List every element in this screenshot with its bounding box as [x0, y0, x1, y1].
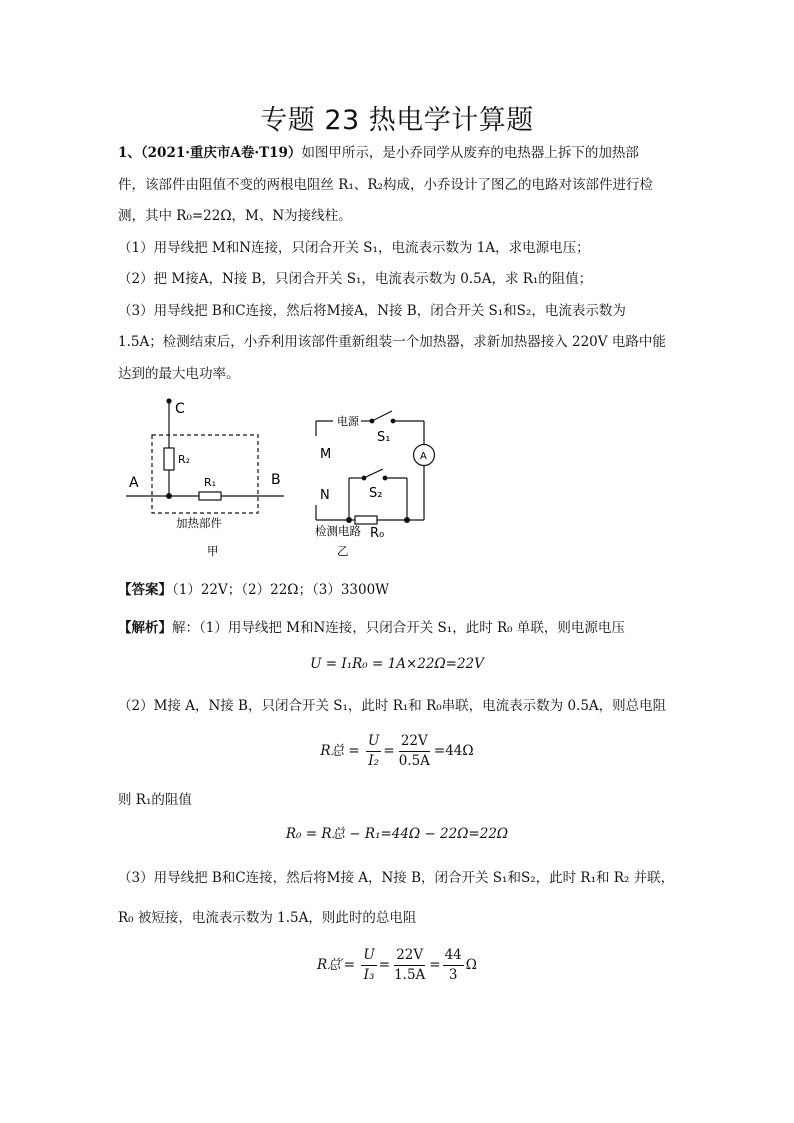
question-part-3: （3）用导线把 B和C连接，然后将M接A，N接 B，闭合开关 S₁和S₂，电流表示数为 [118, 303, 626, 319]
equation-4: R总′= $\frac{U}{\text{I₃}}$ = $\frac{22V}{1.5A}$ = $\frac{44}{3}$ Ω [317, 947, 477, 983]
question-part-3-cont: 1.5A；检测结束后，小乔利用该部件重新组装一个加热器，求新加热器接入 220V 电路中能 [118, 334, 666, 350]
eq2-fraction-2: $\frac{22V}{0.5A}$ [398, 733, 430, 769]
figure-yi [316, 411, 435, 524]
heating-part-label: 加热部件 [176, 516, 222, 530]
answer-tag: 【答案】 [118, 582, 172, 598]
eq4-fraction-3: $\frac{44}{3}$ [444, 947, 462, 983]
label-ammeter: A [420, 451, 427, 462]
page-title: 专题 23 热电学计算题 [260, 105, 534, 136]
label-R0: R₀ [370, 526, 385, 541]
analysis-p2: （2）M接 A，N接 B，只闭合开关 S₁，此时 R₁和 R₀串联，电流表示数为 0.5A，则总电阻 [118, 698, 667, 714]
answer-line [118, 580, 389, 600]
figure-jia [126, 399, 284, 513]
analysis-tag: 【解析】 [118, 620, 172, 636]
circuit-figures [0, 390, 794, 565]
resistor-r1 [199, 492, 221, 500]
eq2-fraction-1: $\frac{U}{\text{I₂}}$ [367, 733, 380, 769]
question-stem-1: 如图甲所示，是小乔同学从废弃的电热器上拆下的加热部 [301, 145, 639, 161]
label-B: B [271, 472, 281, 488]
question-stem-2: 件，该部件由阻值不变的两根电阻丝 R₁、R₂构成，小乔设计了图乙的电路对该部件进行检 [118, 177, 653, 193]
label-A: A [129, 475, 139, 491]
analysis-line-1 [118, 618, 625, 638]
label-check-circuit: 检测电路 [315, 524, 361, 538]
eq2-lhs: R总 = [320, 743, 360, 759]
analysis-p1: 解：（1）用导线把 M和N连接，只闭合开关 S₁，此时 R₀ 单联，则电源电压 [172, 620, 625, 636]
question-source: （2021·重庆市A卷·T19） [140, 145, 302, 161]
label-S2: S₂ [369, 486, 383, 501]
equation-2: R总 = $\frac{U}{\text{I₂}}$ = $\frac{22V}{0.5A}$ =44Ω [320, 733, 474, 769]
switch-s1 [374, 411, 392, 420]
question-number: 1、 [118, 145, 141, 161]
equation-3: R₀ = R总 − R₁=44Ω − 22Ω=22Ω [285, 826, 509, 842]
switch-s2 [366, 469, 383, 477]
label-R2: R₂ [178, 453, 191, 466]
analysis-p4: （3）用导线把 B和C连接，然后将M接 A，N接 B，闭合开关 S₁和S₂，此时 R₁和 R₂ 并联， [118, 870, 675, 886]
label-S1: S₁ [377, 430, 391, 445]
heating-part-box [152, 435, 258, 513]
question-line-1 [118, 143, 639, 163]
question-part-3-end: 达到的最大电功率。 [118, 366, 240, 382]
analysis-p3: 则 R₁的阻值 [118, 792, 192, 808]
caption-yi: 乙 [337, 544, 349, 558]
caption-jia: 甲 [207, 544, 219, 558]
eq4-fraction-1: $\frac{U}{\text{I₃}}$ [363, 947, 375, 983]
label-C: C [175, 401, 185, 417]
label-R1: R₁ [204, 476, 217, 489]
eq2-tail: =44Ω [433, 743, 474, 759]
label-power-source: 电源 [337, 415, 359, 428]
label-M: M [320, 447, 332, 462]
question-part-2: （2）把 M接A，N接 B，只闭合开关 S₁，电流表示数为 0.5A，求 R₁的阻值； [118, 271, 593, 287]
question-stem-3: 测，其中 R₀=22Ω，M、N为接线柱。 [118, 208, 352, 224]
resistor-r0 [355, 516, 377, 524]
eq4-lhs: R总′= [317, 957, 356, 973]
label-N: N [320, 488, 330, 503]
eq4-tail: Ω [465, 957, 477, 973]
answer-text: （1）22V；（2）22Ω；（3）3300W [172, 582, 390, 598]
analysis-p5: R₀ 被短接，电流表示数为 1.5A，则此时的总电阻 [118, 910, 417, 926]
equation-1: U = I₁R₀ = 1A×22Ω=22V [310, 656, 484, 672]
question-part-1: （1）用导线把 M和N连接，只闭合开关 S₁，电流表示数为 1A，求电源电压； [118, 240, 590, 256]
eq4-fraction-2: $\frac{22V}{1.5A}$ [394, 947, 426, 983]
resistor-r2 [164, 448, 174, 470]
